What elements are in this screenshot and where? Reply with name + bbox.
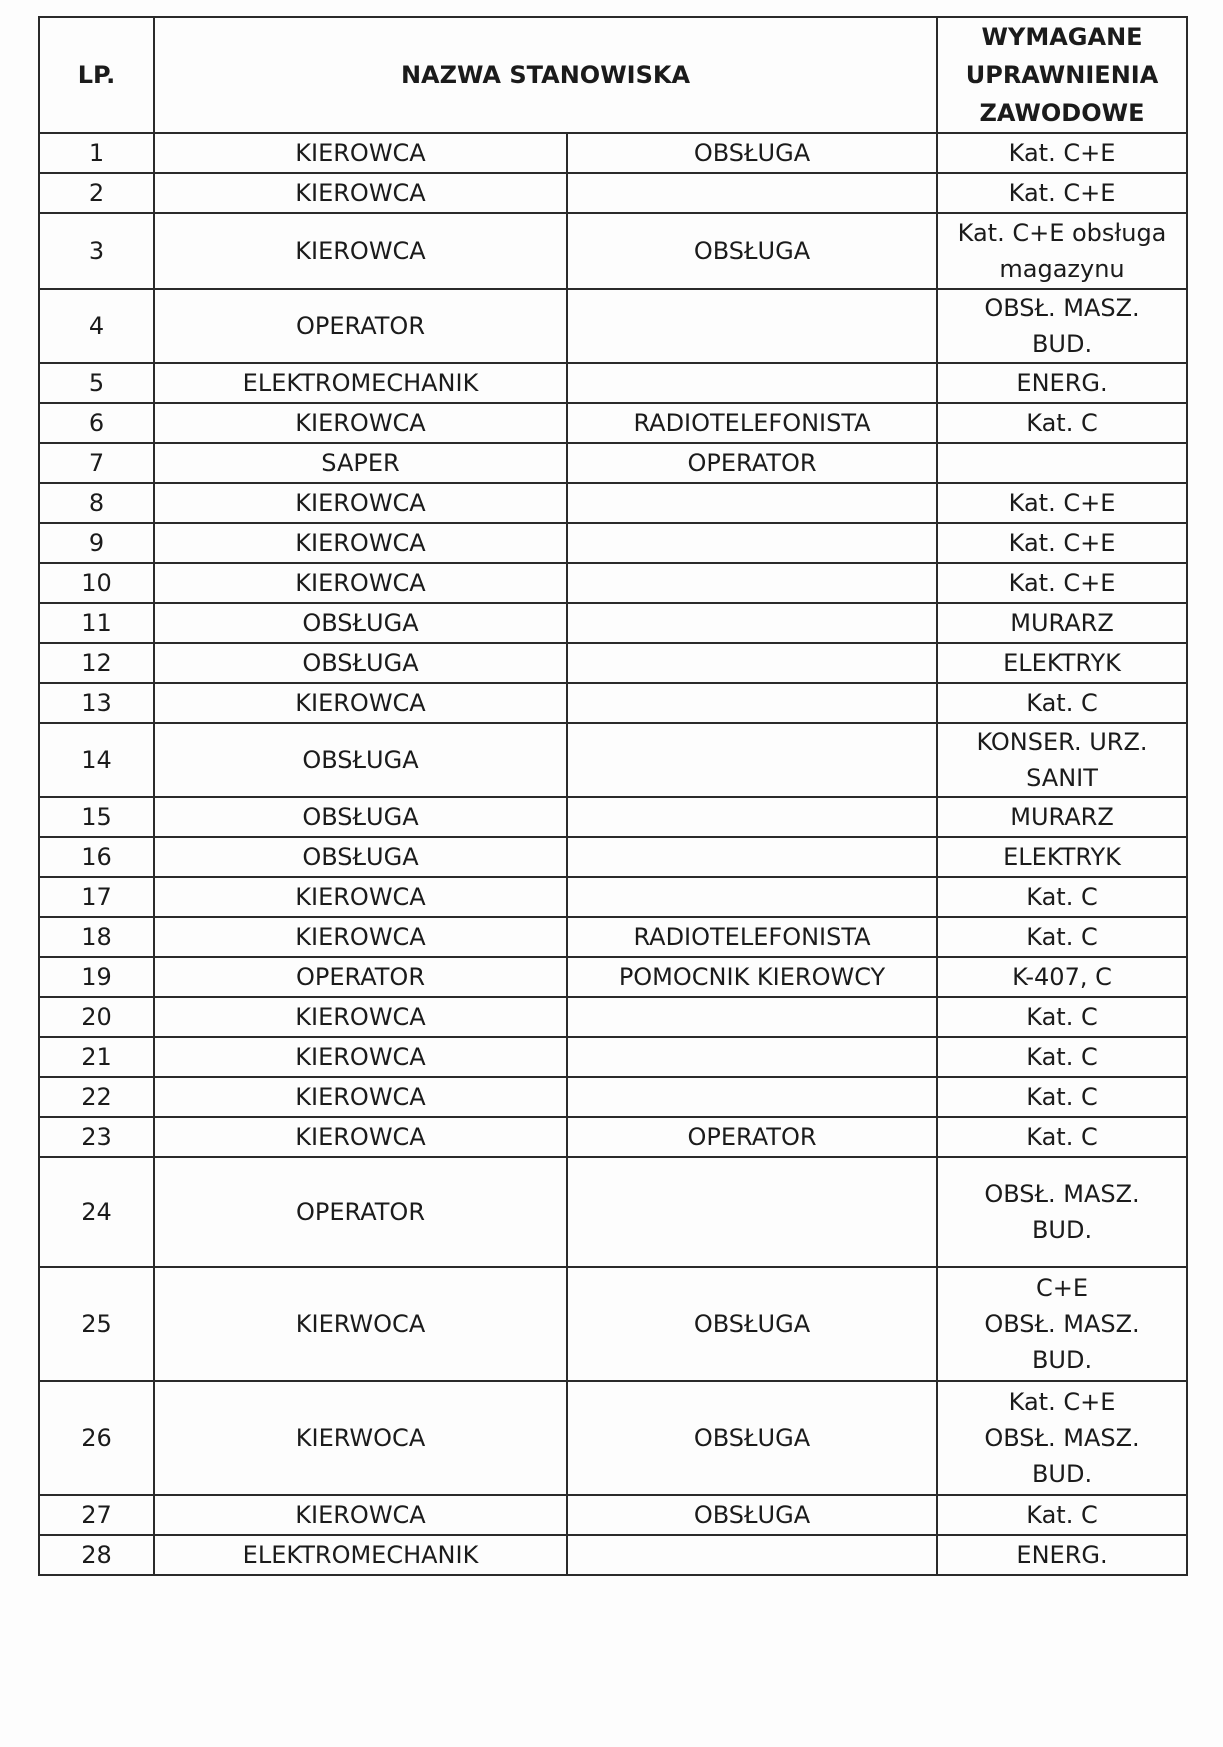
table-row xyxy=(39,603,1187,643)
position-secondary xyxy=(567,1077,937,1117)
required-qualifications: MURARZ xyxy=(937,603,1187,643)
header-position-name: NAZWA STANOWISKA xyxy=(154,17,937,133)
row-number: 7 xyxy=(39,443,154,483)
position-name: KIERWOCA xyxy=(154,1381,567,1495)
position-secondary xyxy=(567,837,937,877)
table-row xyxy=(39,213,1187,289)
table-row xyxy=(39,1381,1187,1495)
required-qualifications: Kat. C+E xyxy=(937,173,1187,213)
row-number: 22 xyxy=(39,1077,154,1117)
row-number: 3 xyxy=(39,213,154,289)
required-qualifications: Kat. C xyxy=(937,1117,1187,1157)
position-name: KIEROWCA xyxy=(154,173,567,213)
position-secondary xyxy=(567,1037,937,1077)
position-secondary: RADIOTELEFONISTA xyxy=(567,917,937,957)
row-number: 19 xyxy=(39,957,154,997)
header-required-qualifications: WYMAGANE UPRAWNIENIA ZAWODOWE xyxy=(937,17,1187,133)
position-secondary xyxy=(567,797,937,837)
row-number: 15 xyxy=(39,797,154,837)
row-number: 20 xyxy=(39,997,154,1037)
row-number: 12 xyxy=(39,643,154,683)
table-row xyxy=(39,563,1187,603)
position-name: SAPER xyxy=(154,443,567,483)
position-name: KIEROWCA xyxy=(154,1077,567,1117)
position-name: KIEROWCA xyxy=(154,563,567,603)
position-secondary xyxy=(567,289,937,363)
row-number: 14 xyxy=(39,723,154,797)
row-number: 5 xyxy=(39,363,154,403)
position-secondary xyxy=(567,603,937,643)
position-secondary xyxy=(567,643,937,683)
position-secondary xyxy=(567,483,937,523)
position-secondary xyxy=(567,363,937,403)
table-row xyxy=(39,403,1187,443)
position-secondary xyxy=(567,173,937,213)
row-number: 17 xyxy=(39,877,154,917)
row-number: 21 xyxy=(39,1037,154,1077)
row-number: 18 xyxy=(39,917,154,957)
table-row xyxy=(39,723,1187,797)
required-qualifications: Kat. C xyxy=(937,997,1187,1037)
required-qualifications: Kat. C+E xyxy=(937,483,1187,523)
table-row xyxy=(39,683,1187,723)
position-secondary: RADIOTELEFONISTA xyxy=(567,403,937,443)
row-number: 13 xyxy=(39,683,154,723)
table-row xyxy=(39,1267,1187,1381)
position-secondary xyxy=(567,1157,937,1267)
row-number: 27 xyxy=(39,1495,154,1535)
required-qualifications: K-407, C xyxy=(937,957,1187,997)
position-name: OBSŁUGA xyxy=(154,837,567,877)
position-secondary: OBSŁUGA xyxy=(567,1267,937,1381)
required-qualifications: Kat. C xyxy=(937,683,1187,723)
row-number: 2 xyxy=(39,173,154,213)
position-secondary xyxy=(567,563,937,603)
row-number: 1 xyxy=(39,133,154,173)
position-name: KIEROWCA xyxy=(154,997,567,1037)
required-qualifications: MURARZ xyxy=(937,797,1187,837)
position-name: OBSŁUGA xyxy=(154,603,567,643)
table-row xyxy=(39,483,1187,523)
position-name: KIEROWCA xyxy=(154,683,567,723)
required-qualifications: Kat. C+E obsługa magazynu xyxy=(937,213,1187,289)
required-qualifications: KONSER. URZ. SANIT xyxy=(937,723,1187,797)
required-qualifications xyxy=(937,443,1187,483)
position-secondary: OBSŁUGA xyxy=(567,1381,937,1495)
position-name: KIEROWCA xyxy=(154,403,567,443)
required-qualifications: Kat. C xyxy=(937,1037,1187,1077)
row-number: 6 xyxy=(39,403,154,443)
table-row xyxy=(39,877,1187,917)
position-name: OPERATOR xyxy=(154,957,567,997)
row-number: 25 xyxy=(39,1267,154,1381)
position-secondary: OBSŁUGA xyxy=(567,133,937,173)
table-row xyxy=(39,1117,1187,1157)
position-name: KIEROWCA xyxy=(154,1495,567,1535)
position-secondary xyxy=(567,683,937,723)
required-qualifications: Kat. C xyxy=(937,917,1187,957)
required-qualifications: Kat. C+E xyxy=(937,133,1187,173)
position-name: ELEKTROMECHANIK xyxy=(154,1535,567,1575)
position-secondary: OBSŁUGA xyxy=(567,213,937,289)
table-row xyxy=(39,1077,1187,1117)
position-secondary xyxy=(567,997,937,1037)
required-qualifications: C+E OBSŁ. MASZ. BUD. xyxy=(937,1267,1187,1381)
row-number: 4 xyxy=(39,289,154,363)
position-name: KIEROWCA xyxy=(154,917,567,957)
position-secondary xyxy=(567,877,937,917)
table-row xyxy=(39,797,1187,837)
position-secondary: POMOCNIK KIEROWCY xyxy=(567,957,937,997)
row-number: 26 xyxy=(39,1381,154,1495)
required-qualifications: Kat. C xyxy=(937,1077,1187,1117)
required-qualifications: Kat. C xyxy=(937,1495,1187,1535)
table-row xyxy=(39,1157,1187,1267)
table-row xyxy=(39,997,1187,1037)
header-lp: LP. xyxy=(39,17,154,133)
table-row xyxy=(39,289,1187,363)
required-qualifications: ENERG. xyxy=(937,363,1187,403)
table-row xyxy=(39,1495,1187,1535)
position-name: OPERATOR xyxy=(154,1157,567,1267)
required-qualifications: ELEKTRYK xyxy=(937,837,1187,877)
position-secondary xyxy=(567,1535,937,1575)
position-secondary xyxy=(567,723,937,797)
row-number: 8 xyxy=(39,483,154,523)
position-name: OBSŁUGA xyxy=(154,797,567,837)
position-name: KIEROWCA xyxy=(154,213,567,289)
table-row xyxy=(39,1037,1187,1077)
position-name: KIEROWCA xyxy=(154,1037,567,1077)
required-qualifications: OBSŁ. MASZ. BUD. xyxy=(937,1157,1187,1267)
table-row xyxy=(39,957,1187,997)
position-name: KIEROWCA xyxy=(154,1117,567,1157)
required-qualifications: Kat. C xyxy=(937,877,1187,917)
position-name: KIEROWCA xyxy=(154,483,567,523)
header-row xyxy=(39,17,1187,133)
required-qualifications: Kat. C+E xyxy=(937,563,1187,603)
table-row xyxy=(39,643,1187,683)
position-name: OBSŁUGA xyxy=(154,723,567,797)
table-row xyxy=(39,837,1187,877)
row-number: 10 xyxy=(39,563,154,603)
required-qualifications: OBSŁ. MASZ. BUD. xyxy=(937,289,1187,363)
row-number: 9 xyxy=(39,523,154,563)
position-name: KIEROWCA xyxy=(154,523,567,563)
position-name: OPERATOR xyxy=(154,289,567,363)
table-row xyxy=(39,917,1187,957)
required-qualifications: Kat. C+E xyxy=(937,523,1187,563)
position-secondary xyxy=(567,523,937,563)
table-row xyxy=(39,1535,1187,1575)
table-row xyxy=(39,133,1187,173)
required-qualifications: ENERG. xyxy=(937,1535,1187,1575)
row-number: 24 xyxy=(39,1157,154,1267)
position-secondary: OBSŁUGA xyxy=(567,1495,937,1535)
required-qualifications: Kat. C xyxy=(937,403,1187,443)
row-number: 16 xyxy=(39,837,154,877)
positions-table xyxy=(38,16,1188,1576)
position-secondary: OPERATOR xyxy=(567,1117,937,1157)
position-name: KIEROWCA xyxy=(154,133,567,173)
table-body xyxy=(39,133,1187,1575)
position-name: KIERWOCA xyxy=(154,1267,567,1381)
position-name: KIEROWCA xyxy=(154,877,567,917)
row-number: 23 xyxy=(39,1117,154,1157)
row-number: 11 xyxy=(39,603,154,643)
table-row xyxy=(39,363,1187,403)
position-name: OBSŁUGA xyxy=(154,643,567,683)
table-row xyxy=(39,443,1187,483)
table-row xyxy=(39,173,1187,213)
table-row xyxy=(39,523,1187,563)
required-qualifications: ELEKTRYK xyxy=(937,643,1187,683)
required-qualifications: Kat. C+E OBSŁ. MASZ. BUD. xyxy=(937,1381,1187,1495)
position-secondary: OPERATOR xyxy=(567,443,937,483)
row-number: 28 xyxy=(39,1535,154,1575)
position-name: ELEKTROMECHANIK xyxy=(154,363,567,403)
